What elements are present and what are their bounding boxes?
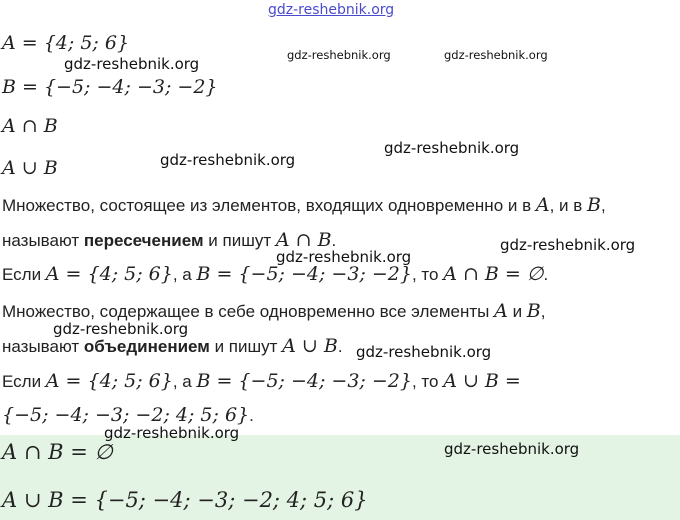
text-run: называют [2, 231, 84, 250]
intersection-label: A ∩ B [2, 115, 58, 137]
union-example [2, 370, 521, 392]
intersection-example [2, 263, 548, 285]
watermark: gdz-reshebnik.org [276, 248, 412, 266]
set-b-definition: B = {−5; −4; −3; −2} [2, 76, 218, 98]
text-run: называют [2, 337, 84, 356]
watermark: gdz-reshebnik.org [444, 48, 548, 62]
text-run: . [249, 406, 254, 425]
intersection-definition-line1 [2, 194, 606, 216]
set-a-definition: A = {4; 5; 6} [2, 32, 130, 54]
union-definition-line1 [2, 300, 546, 322]
math-expression: B = {−5; −4; −3; −2} [196, 370, 412, 392]
watermark: gdz-reshebnik.org [53, 320, 189, 338]
union-example-continued [2, 404, 254, 426]
text-run: и пишут [203, 231, 276, 250]
answer-intersection: A ∩ B = ∅ [2, 440, 113, 464]
text-run: и пишут [209, 337, 283, 356]
watermark: gdz-reshebnik.org [64, 55, 200, 73]
text-run: . [543, 265, 549, 284]
math-symbol: A [535, 194, 550, 216]
answer-union: A ∪ B = {−5; −4; −3; −2; 4; 5; 6} [2, 488, 368, 512]
term-union: объединением [83, 337, 210, 356]
text-run: , а [172, 265, 197, 284]
text-run: , [600, 196, 606, 215]
text-run: . [337, 337, 343, 356]
watermark: gdz-reshebnik.org [444, 440, 580, 458]
math-expression: A ∩ B [275, 229, 332, 251]
watermark: gdz-reshebnik.org [384, 139, 520, 157]
text-run: , а [172, 372, 197, 391]
math-expression: {−5; −4; −3; −2; 4; 5; 6} [2, 404, 250, 426]
term-intersection: пересечением [83, 231, 204, 250]
watermark: gdz-reshebnik.org [287, 48, 391, 62]
text-run: Множество, состоящее из элементов, входящих одновременно и в [2, 196, 536, 215]
text-run: , [540, 302, 546, 321]
text-run: Если [2, 265, 46, 284]
math-symbol: B [587, 194, 601, 216]
math-expression: A = {4; 5; 6} [45, 263, 173, 285]
watermark: gdz-reshebnik.org [268, 2, 395, 18]
text-run: Множество, содержащее в себе одновременно все элементы [2, 302, 495, 321]
watermark: gdz-reshebnik.org [356, 343, 492, 361]
math-expression: B = {−5; −4; −3; −2} [196, 263, 412, 285]
math-symbol: A [494, 300, 508, 322]
text-run: и [507, 302, 527, 321]
union-label: A ∪ B [2, 157, 58, 179]
math-expression: A ∩ B = ∅ [443, 263, 544, 285]
watermark: gdz-reshebnik.org [104, 424, 240, 442]
text-run: Если [2, 372, 46, 391]
math-expression: A ∪ B [282, 335, 338, 357]
text-run: , то [411, 372, 444, 391]
text-run: , то [411, 265, 444, 284]
math-expression: A ∪ B = [443, 370, 521, 392]
math-symbol: B [526, 300, 541, 322]
text-run: , и в [549, 196, 588, 215]
math-expression: A = {4; 5; 6} [45, 370, 173, 392]
text-run: . [331, 231, 337, 250]
watermark: gdz-reshebnik.org [160, 151, 296, 169]
union-definition-line2 [2, 335, 343, 357]
watermark: gdz-reshebnik.org [500, 236, 636, 254]
